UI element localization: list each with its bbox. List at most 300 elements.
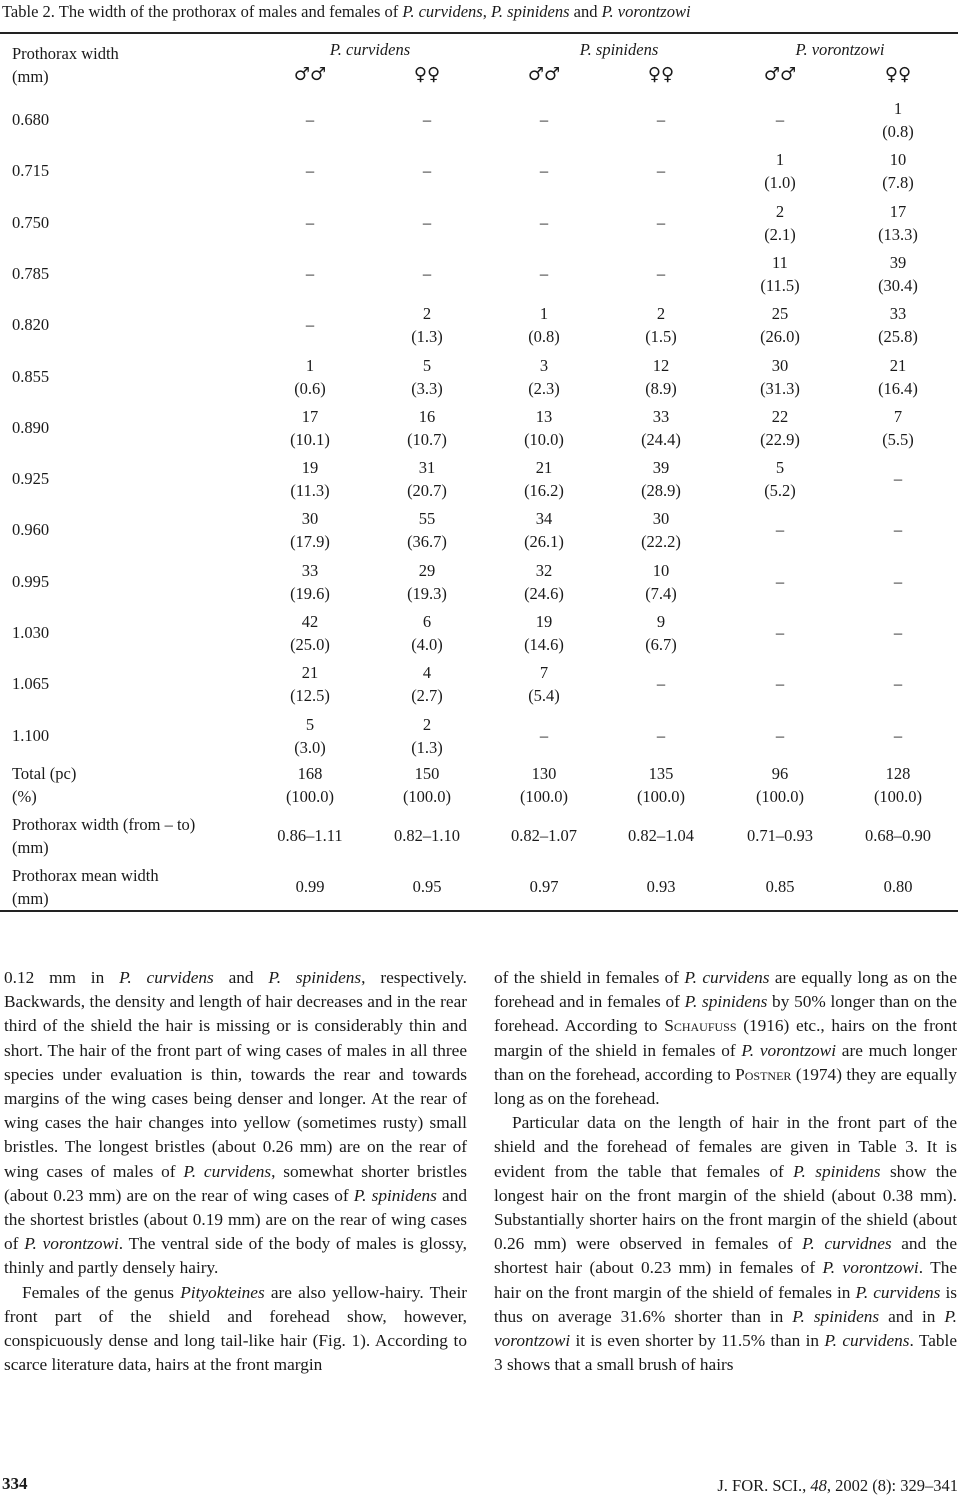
table-cell — [372, 610, 482, 656]
table-cell — [489, 559, 599, 605]
table-cell — [606, 724, 716, 747]
cell-percent: (26.1) — [524, 532, 564, 552]
text-run: it is even shorter by 11.5% than in — [570, 1331, 825, 1351]
cell-count: 1 — [775, 150, 785, 170]
table-cell — [489, 724, 599, 747]
table-cell — [725, 354, 835, 400]
cell-count: 29 — [418, 560, 436, 580]
cell-count: 33 — [652, 406, 670, 426]
table-cell — [372, 302, 482, 348]
table-cell — [255, 313, 365, 336]
range-label — [12, 813, 195, 859]
cell-percent: (30.4) — [878, 275, 918, 295]
text-run: P. spinidens — [793, 1161, 881, 1181]
mean-cell: 0.99 — [295, 877, 325, 896]
total-percent: (100.0) — [755, 787, 805, 806]
text-run: P. curvidens — [684, 968, 770, 987]
total-percent: (100.0) — [402, 787, 452, 806]
cell-percent: (10.7) — [407, 429, 447, 449]
cell-percent: (14.6) — [524, 635, 564, 654]
table-cell — [843, 354, 953, 400]
range-cell: 0.68–0.90 — [865, 826, 931, 845]
text-run: and — [213, 968, 269, 987]
cell-count: 7 — [893, 406, 903, 426]
table-cell — [725, 405, 835, 451]
text-run: are much longer than on the forehead, according to — [494, 1040, 957, 1084]
cell-count: – — [775, 571, 785, 591]
text-run: by 50% longer than on the forehead. According to — [494, 992, 957, 1036]
cell-count: 34 — [535, 509, 553, 529]
table-cell — [606, 507, 716, 553]
range-cell: 0.82–1.04 — [628, 826, 694, 845]
total-percent: (100.0) — [519, 787, 569, 806]
cell-percent: (2.1) — [764, 224, 796, 244]
table-cell — [255, 262, 365, 285]
text-run: P. spinidens — [268, 968, 362, 987]
cell-count: 21 — [889, 355, 907, 375]
cell-percent: (5.4) — [528, 686, 560, 706]
cell-count: – — [656, 263, 666, 283]
table-cell — [255, 159, 365, 182]
cell-percent: (8.9) — [645, 378, 677, 398]
text-run: . The hair on the front margin of the shield of females in — [494, 1258, 957, 1302]
table-cell — [843, 97, 953, 143]
total-cell — [606, 762, 716, 808]
total-count: 128 — [885, 764, 911, 783]
table-cell — [606, 610, 716, 656]
table-cell — [606, 354, 716, 400]
cell-percent: (3.0) — [294, 737, 326, 757]
cell-count: 21 — [301, 663, 319, 683]
cell-count: 17 — [889, 201, 907, 221]
table-cell — [725, 251, 835, 297]
table-cell — [843, 518, 953, 541]
cell-count: – — [893, 725, 903, 745]
table-cell — [489, 354, 599, 400]
right-text-column — [494, 966, 957, 1377]
cell-count: – — [539, 110, 549, 129]
cell-count: – — [656, 674, 666, 694]
cell-count: – — [893, 520, 903, 540]
total-label-line: Total (pc) — [12, 764, 77, 783]
table-cell — [725, 148, 835, 194]
table-cell — [725, 570, 835, 593]
cell-percent: (5.2) — [764, 481, 796, 501]
text-run: P. curvidens — [855, 1282, 941, 1302]
cell-count: – — [422, 263, 432, 283]
cell-count: 31 — [418, 458, 436, 478]
table-cell — [606, 302, 716, 348]
sex-label — [489, 64, 599, 85]
cell-count: 1 — [305, 355, 315, 375]
cell-count: – — [893, 469, 903, 489]
table-cell — [725, 200, 835, 246]
cell-percent: (16.2) — [524, 481, 564, 501]
text-run: Pityokteines — [180, 1282, 265, 1302]
text-run: and the shortest hair (about 0.23 mm) in females of — [494, 1234, 957, 1278]
table-bottom-rule — [0, 910, 958, 912]
table-cell — [255, 354, 365, 400]
table-cell — [725, 518, 835, 541]
mean-label-line: Prothorax mean width — [12, 866, 159, 885]
cell-percent: (0.6) — [294, 378, 326, 398]
row-width-label: 0.750 — [12, 212, 50, 232]
cell-count: 39 — [889, 252, 907, 272]
cell-percent: (1.5) — [645, 327, 677, 347]
cell-count: 10 — [889, 150, 907, 170]
text-run: is thus on average 31.6% shorter than in — [494, 1282, 958, 1326]
text-run: P. spinidens — [684, 992, 768, 1012]
table-cell — [255, 211, 365, 234]
table-cell — [606, 559, 716, 605]
cell-count: 21 — [535, 458, 553, 478]
cell-percent: (0.8) — [882, 122, 914, 141]
text-run: (1974) they are equally long as on the forehead. — [494, 1064, 957, 1109]
row-width-label: 0.855 — [12, 366, 50, 386]
cell-count: – — [656, 161, 666, 181]
paragraph — [4, 1281, 467, 1378]
text-run: . The ventral side of the body of males is glossy, thinly and partly densely hairy. — [4, 1234, 467, 1278]
mean-cell: 0.93 — [646, 877, 676, 896]
cell-percent: (2.7) — [411, 686, 443, 706]
table-cell — [843, 672, 953, 695]
table-cell — [255, 713, 365, 759]
cell-percent: (6.7) — [645, 635, 677, 654]
table-cell — [489, 661, 599, 707]
cell-percent: (25.8) — [878, 327, 918, 347]
cell-percent: (20.7) — [407, 481, 447, 501]
cell-percent: (7.8) — [882, 173, 914, 193]
cell-count: – — [656, 212, 666, 232]
cell-percent: (3.3) — [411, 378, 443, 398]
text-run: P. vorontzowi — [24, 1234, 119, 1254]
mean-cell: 0.95 — [412, 877, 442, 896]
text-run: of the shield in females of — [494, 968, 685, 987]
cell-count: – — [305, 263, 315, 283]
text-run: P. spinidens — [792, 1306, 880, 1326]
cell-count: 25 — [771, 304, 789, 324]
cell-count: 32 — [535, 560, 553, 580]
cell-percent: (4.0) — [411, 635, 443, 654]
corner-label: Prothorax width (mm) — [12, 44, 119, 86]
table-cell — [489, 507, 599, 553]
total-label-line: (%) — [12, 787, 37, 806]
text-run: 0.12 mm in — [4, 968, 120, 987]
sex-label — [372, 64, 482, 85]
table-cell — [372, 661, 482, 707]
table-cell — [372, 559, 482, 605]
cell-count: – — [775, 110, 785, 129]
table-cell — [606, 262, 716, 285]
range-cell: 0.82–1.10 — [394, 826, 460, 845]
cell-count: – — [775, 623, 785, 642]
table-cell — [255, 456, 365, 502]
range-label-line: Prothorax width (from – to) — [12, 815, 196, 834]
text-run: and the shortest bristles (about 0.19 mm) are on the rear of wing cases of — [4, 1185, 467, 1254]
cell-count: 9 — [656, 612, 666, 631]
cell-count: 39 — [652, 458, 670, 478]
row-width-label: 1.100 — [12, 725, 50, 745]
cell-count: – — [422, 161, 432, 181]
table-cell — [843, 405, 953, 451]
table-cell — [372, 159, 482, 182]
text-run: Schaufuss — [664, 1016, 737, 1036]
row-width-label: 0.785 — [12, 263, 50, 283]
table-cell — [843, 148, 953, 194]
table-cell — [843, 724, 953, 747]
cell-count: 6 — [422, 612, 432, 631]
cell-count: 1 — [893, 99, 903, 118]
cell-count: 11 — [772, 252, 788, 272]
cell-count: 5 — [422, 355, 432, 375]
cell-count: 10 — [652, 560, 670, 580]
text-run: , somewhat shorter bristles (about 0.23 mm) are on the rear of wing cases of — [4, 1161, 467, 1205]
cell-percent: (7.4) — [645, 583, 677, 603]
total-count: 96 — [771, 764, 789, 783]
total-count: 150 — [414, 764, 440, 783]
table-cell — [372, 262, 482, 285]
cell-count: 22 — [771, 406, 789, 426]
cell-count: 30 — [771, 355, 789, 375]
cell-percent: (31.3) — [760, 378, 800, 398]
cell-count: 33 — [889, 304, 907, 324]
cell-count: – — [539, 725, 549, 745]
cell-percent: (2.3) — [528, 378, 560, 398]
table-cell — [843, 302, 953, 348]
text-run: (1916) etc., hairs on the front margin of the shield in females of — [494, 1016, 957, 1060]
table-cell — [255, 108, 365, 131]
cell-count: – — [539, 212, 549, 232]
sex-symbol: ♀♀ — [413, 64, 441, 85]
table-cell — [725, 672, 835, 695]
cell-count: – — [656, 725, 666, 745]
table-cell — [372, 211, 482, 234]
cell-count: 5 — [305, 714, 315, 734]
mean-cell: 0.97 — [529, 877, 559, 896]
table-cell — [725, 724, 835, 747]
text-run: and in — [879, 1306, 945, 1326]
total-label — [12, 762, 76, 808]
text-run: are also yellow-hairy. Their front part of the shield and forehead show, however, conspicuously dense and long tail-like hair (Fig. 1). According to scarce literature data, hairs at the front margin — [4, 1282, 467, 1375]
table-cell — [725, 456, 835, 502]
cell-count: – — [775, 674, 785, 694]
text-run: P. curvidnes — [802, 1234, 892, 1254]
cell-count: 4 — [422, 663, 432, 683]
row-width-label: 0.820 — [12, 315, 50, 335]
table-cell — [489, 159, 599, 182]
text-run: P. vorontzowi — [741, 1040, 837, 1060]
range-cell: 0.71–0.93 — [747, 826, 813, 845]
table-cell — [606, 159, 716, 182]
cell-count: 7 — [539, 663, 549, 683]
cell-count: – — [893, 571, 903, 591]
cell-percent: (22.9) — [760, 429, 800, 449]
text-run: , respectively. Backwards, the density and length of hair decreases and in the rear third of the shield the hair is missing or is considerably thin and short. The hair of the front part of wing cases of males in all three species under evaluation is thin, towards the rear and towards margins of the wing cases being denser and longer. At the rear of wing cases the hair changes into yellow (sometimes rusty) small bristles. The longest bristles (about 0.26 mm) are on the rear of wing cases of males of — [4, 968, 467, 1181]
row-width-label: 0.680 — [12, 110, 50, 129]
sex-label — [606, 64, 716, 85]
table-cell — [255, 405, 365, 451]
table-cell — [606, 672, 716, 695]
table-cell — [255, 559, 365, 605]
table-cell — [489, 108, 599, 131]
table-cell — [725, 621, 835, 644]
total-percent: (100.0) — [873, 787, 923, 806]
table-top-rule — [0, 32, 958, 34]
mean-label — [12, 864, 159, 910]
cell-count: – — [305, 161, 315, 181]
cell-count: 2 — [422, 304, 432, 324]
sex-label — [843, 64, 953, 85]
cell-count: – — [775, 520, 785, 540]
text-run: P. spinidens — [353, 1185, 437, 1205]
cell-count: 55 — [418, 509, 436, 529]
table-cell — [372, 108, 482, 131]
row-width-label: 1.065 — [12, 674, 50, 694]
table-cell — [606, 108, 716, 131]
cell-count: 19 — [301, 458, 319, 478]
cell-count: – — [305, 110, 315, 129]
text-run: P. curvidens — [183, 1161, 272, 1181]
cell-percent: (12.5) — [290, 686, 330, 706]
species-header-spinidens: P. spinidens — [579, 40, 659, 59]
text-run: P. curvidens — [119, 968, 214, 987]
text-run: Postner — [735, 1064, 792, 1084]
table-cell — [489, 405, 599, 451]
cell-percent: (19.3) — [407, 583, 447, 603]
cell-count: – — [539, 161, 549, 181]
table-cell — [606, 456, 716, 502]
table-cell — [255, 661, 365, 707]
table-cell — [489, 456, 599, 502]
paragraph — [494, 1111, 957, 1377]
cell-count: – — [422, 110, 432, 129]
total-cell — [725, 762, 835, 808]
cell-count: – — [305, 315, 315, 335]
total-count: 168 — [297, 764, 323, 783]
page-number: 334 — [2, 1474, 28, 1493]
cell-count: 1 — [539, 304, 549, 324]
cell-count: 30 — [652, 509, 670, 529]
sex-symbol: ♂♂ — [527, 64, 561, 85]
cell-percent: (22.2) — [641, 532, 681, 552]
cell-percent: (1.0) — [764, 173, 796, 193]
cell-percent: (24.6) — [524, 583, 564, 603]
text-run: show the longest hair on the front margin of the shield (about 0.38 mm). Substantially shorter hairs on the front margin of the shield (about 0.26 mm) were observed in females of — [494, 1161, 957, 1254]
cell-percent: (0.8) — [528, 327, 560, 347]
cell-count: – — [893, 674, 903, 694]
paragraph — [494, 966, 957, 1111]
range-cell: 0.82–1.07 — [511, 826, 577, 845]
cell-percent: (1.3) — [411, 737, 443, 757]
total-count: 135 — [648, 764, 674, 783]
table-caption: Table 2. The width of the prothorax of males and females of P. curvidens, P. spinidens and P. vorontzowi — [2, 2, 691, 21]
sex-symbol: ♀♀ — [884, 64, 912, 85]
row-width-label: 1.030 — [12, 623, 50, 642]
range-cell: 0.86–1.11 — [277, 826, 343, 845]
table-cell — [843, 251, 953, 297]
table-cell — [843, 200, 953, 246]
row-width-label: 0.715 — [12, 161, 50, 181]
table-cell — [372, 405, 482, 451]
cell-count: 5 — [775, 458, 785, 478]
table-cell — [372, 713, 482, 759]
table-cell — [255, 610, 365, 656]
row-width-label: 0.925 — [12, 469, 50, 489]
table-cell — [725, 302, 835, 348]
cell-count: – — [539, 263, 549, 283]
cell-percent: (16.4) — [878, 378, 918, 398]
cell-count: – — [305, 212, 315, 232]
table-cell — [489, 262, 599, 285]
cell-percent: (11.5) — [760, 275, 800, 295]
table-cell — [843, 621, 953, 644]
table-cell — [372, 456, 482, 502]
cell-count: 12 — [652, 355, 670, 375]
cell-percent: (36.7) — [407, 532, 447, 552]
cell-percent: (11.3) — [290, 481, 330, 501]
cell-count: – — [656, 110, 666, 129]
table-cell — [606, 405, 716, 451]
total-percent: (100.0) — [636, 787, 686, 806]
cell-count: 33 — [301, 560, 319, 580]
cell-count: 17 — [301, 406, 319, 426]
table-cell — [489, 302, 599, 348]
cell-percent: (26.0) — [760, 327, 800, 347]
cell-percent: (10.0) — [524, 429, 564, 449]
total-percent: (100.0) — [285, 787, 335, 806]
cell-count: 42 — [301, 612, 319, 631]
text-run: P. vorontzowi — [822, 1258, 919, 1278]
cell-percent: (19.6) — [290, 583, 330, 603]
cell-percent: (13.3) — [878, 224, 918, 244]
cell-count: 2 — [656, 304, 666, 324]
cell-percent: (24.4) — [641, 429, 681, 449]
text-run: Females of the genus — [22, 1282, 181, 1302]
species-header-vorontzowi: P. vorontzowi — [795, 40, 885, 59]
sex-symbol: ♂♂ — [763, 64, 797, 85]
sex-label — [255, 64, 365, 85]
cell-count: 16 — [418, 406, 436, 426]
total-cell — [372, 762, 482, 808]
text-run: are equally long as on the forehead and in females of — [494, 968, 957, 1012]
table-cell — [606, 211, 716, 234]
row-width-label: 0.960 — [12, 520, 50, 540]
cell-count: 3 — [539, 355, 549, 375]
row-width-label: 0.890 — [12, 417, 50, 437]
table-cell — [372, 354, 482, 400]
total-cell — [255, 762, 365, 808]
total-cell — [843, 762, 953, 808]
cell-percent: (10.1) — [290, 429, 330, 449]
cell-percent: (28.9) — [641, 481, 681, 501]
total-count: 130 — [531, 764, 557, 783]
text-run: P. curvidens — [824, 1331, 910, 1351]
table-cell — [843, 467, 953, 490]
table-cell — [843, 570, 953, 593]
text-run: . Table 3 shows that a small brush of hairs — [494, 1331, 958, 1375]
text-run: Particular data on the length of hair in the front part of the shield and the forehead of females are given in Table 3. It is evident from the table that females of — [494, 1113, 957, 1181]
cell-count: 2 — [422, 714, 432, 734]
text-run: P. vorontzowi — [494, 1306, 958, 1351]
total-cell — [489, 762, 599, 808]
journal-reference: J. FOR. SCI., 48, 2002 (8): 329–341 — [717, 1476, 958, 1495]
table-cell — [255, 507, 365, 553]
table-cell — [489, 211, 599, 234]
cell-count: 19 — [535, 612, 553, 631]
cell-count: 30 — [301, 509, 319, 529]
sex-symbol: ♀♀ — [647, 64, 675, 85]
mean-label-line: (mm) — [12, 889, 49, 908]
